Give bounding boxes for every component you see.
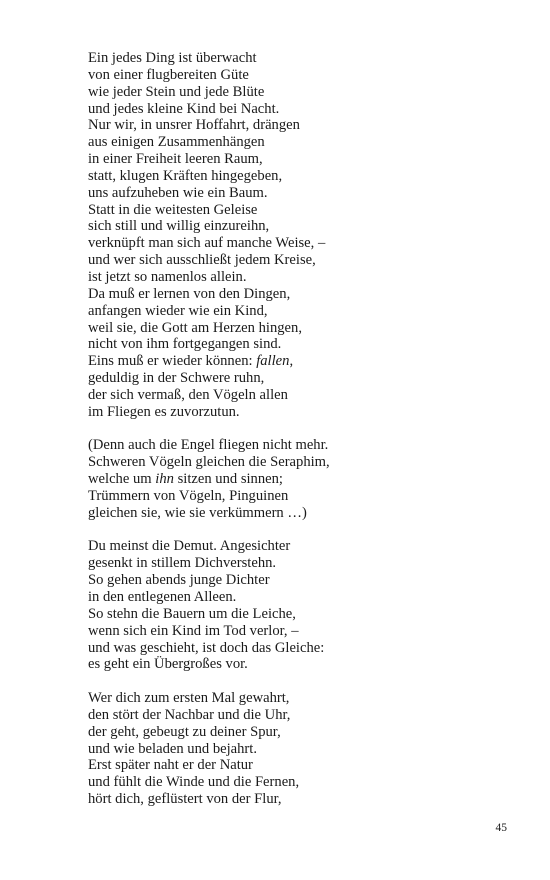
line-text: ist jetzt so namenlos allein. [88, 268, 247, 285]
line-text: Da muß er lernen von den Dingen, [88, 285, 291, 302]
poem-line [88, 185, 528, 202]
poem-line [88, 572, 528, 589]
line-text: es geht ein Übergroßes vor. [88, 656, 248, 673]
line-text: hört dich, geflüstert von der Flur, [88, 791, 282, 808]
line-text: Trümmern von Vögeln, Pinguinen [88, 487, 289, 504]
poem-line [88, 404, 528, 421]
poem-line [88, 252, 528, 269]
line-text: den stört der Nachbar und die Uhr, [88, 706, 291, 723]
page-number: 45 [495, 822, 507, 834]
line-text: von einer flugbereiten Güte [88, 66, 249, 83]
stanza [88, 690, 528, 808]
poem-line [88, 67, 528, 84]
line-text: in einer Freiheit leeren Raum, [88, 151, 263, 168]
line-text: und fühlt die Winde und die Fernen, [88, 774, 300, 791]
poem-line [88, 84, 528, 101]
line-text: So gehen abends junge Dichter [88, 572, 270, 589]
poem-line [88, 454, 528, 471]
line-text: im Fliegen es zuvorzutun. [88, 403, 240, 420]
poem-line [88, 555, 528, 572]
poem-line [88, 202, 528, 219]
line-text: aus einigen Zusammenhängen [88, 134, 265, 151]
line-text: und wie beladen und bejahrt. [88, 740, 257, 757]
poem-line [88, 117, 528, 134]
poem-line [88, 269, 528, 286]
line-text: der geht, gebeugt zu deiner Spur, [88, 723, 281, 740]
line-text: welche um [88, 471, 156, 488]
stanza [88, 50, 528, 421]
line-text: wie jeder Stein und jede Blüte [88, 83, 265, 100]
poem-line [88, 774, 528, 791]
line-text: Ein jedes Ding ist überwacht [88, 50, 257, 66]
line-text: Eins muß er wieder können: [88, 353, 257, 370]
poem-line [88, 370, 528, 387]
poem-line [88, 286, 528, 303]
poem-line [88, 538, 528, 555]
line-text: uns aufzuheben wie ein Baum. [88, 184, 268, 201]
poem-line [88, 724, 528, 741]
italic-word: ihn [155, 471, 174, 488]
line-text: anfangen wieder wie ein Kind, [88, 302, 268, 319]
italic-word: fallen [256, 353, 290, 370]
line-text: und jedes kleine Kind bei Nacht. [88, 100, 280, 117]
poem-line [88, 134, 528, 151]
poem-line [88, 151, 528, 168]
poem-line [88, 168, 528, 185]
line-text: sitzen und sinnen; [173, 471, 283, 488]
poem-line [88, 606, 528, 623]
poem-line [88, 353, 528, 370]
poem-line [88, 623, 528, 640]
line-text: und was geschieht, ist doch das Gleiche: [88, 639, 325, 656]
poem-line [88, 101, 528, 118]
line-text: gesenkt in stillem Dichverstehn. [88, 555, 277, 572]
line-text: wenn sich ein Kind im Tod verlor, – [88, 622, 299, 639]
line-text: sich still und willig einzureihn, [88, 218, 270, 235]
stanza [88, 437, 528, 521]
line-text: Statt in die weitesten Geleise [88, 201, 258, 218]
line-text: gleichen sie, wie sie verkümmern …) [88, 504, 307, 521]
line-text: in den entlegenen Alleen. [88, 589, 237, 605]
poem-line [88, 387, 528, 404]
poem-line [88, 437, 528, 454]
line-text: und wer sich ausschließt jedem Kreise, [88, 252, 316, 269]
poem-line [88, 50, 528, 67]
poem-line [88, 336, 528, 353]
line-text: Erst später naht er der Natur [88, 757, 253, 774]
poem-line [88, 757, 528, 774]
line-text: verknüpft man sich auf manche Weise, – [88, 235, 326, 252]
stanza [88, 538, 528, 673]
line-text: Du meinst die Demut. Angesichter [88, 538, 291, 555]
poem-text [88, 50, 528, 825]
line-text: geduldig in der Schwere ruhn, [88, 370, 265, 387]
poem-line [88, 791, 528, 808]
line-text: So stehn die Bauern um die Leiche, [88, 605, 296, 622]
poem-line [88, 589, 528, 606]
poem-line [88, 320, 528, 337]
line-text: (Denn auch die Engel fliegen nicht mehr. [88, 437, 329, 454]
poem-line [88, 235, 528, 252]
line-text: nicht von ihm fortgegangen sind. [88, 336, 282, 353]
line-text: Wer dich zum ersten Mal gewahrt, [88, 690, 290, 707]
line-text: Schweren Vögeln gleichen die Seraphim, [88, 454, 330, 471]
poem-line [88, 741, 528, 758]
poem-line [88, 488, 528, 505]
poem-line [88, 218, 528, 235]
poem-line [88, 471, 528, 488]
line-text: der sich vermaß, den Vögeln allen [88, 386, 288, 403]
poem-line [88, 505, 528, 522]
line-text: , [289, 353, 294, 370]
poem-line [88, 690, 528, 707]
line-text: weil sie, die Gott am Herzen hingen, [88, 319, 302, 336]
poem-line [88, 707, 528, 724]
poem-line [88, 656, 528, 673]
poem-line [88, 640, 528, 657]
line-text: statt, klugen Kräften hingegeben, [88, 167, 283, 184]
poem-line [88, 303, 528, 320]
line-text: Nur wir, in unsrer Hoffahrt, drängen [88, 117, 300, 134]
